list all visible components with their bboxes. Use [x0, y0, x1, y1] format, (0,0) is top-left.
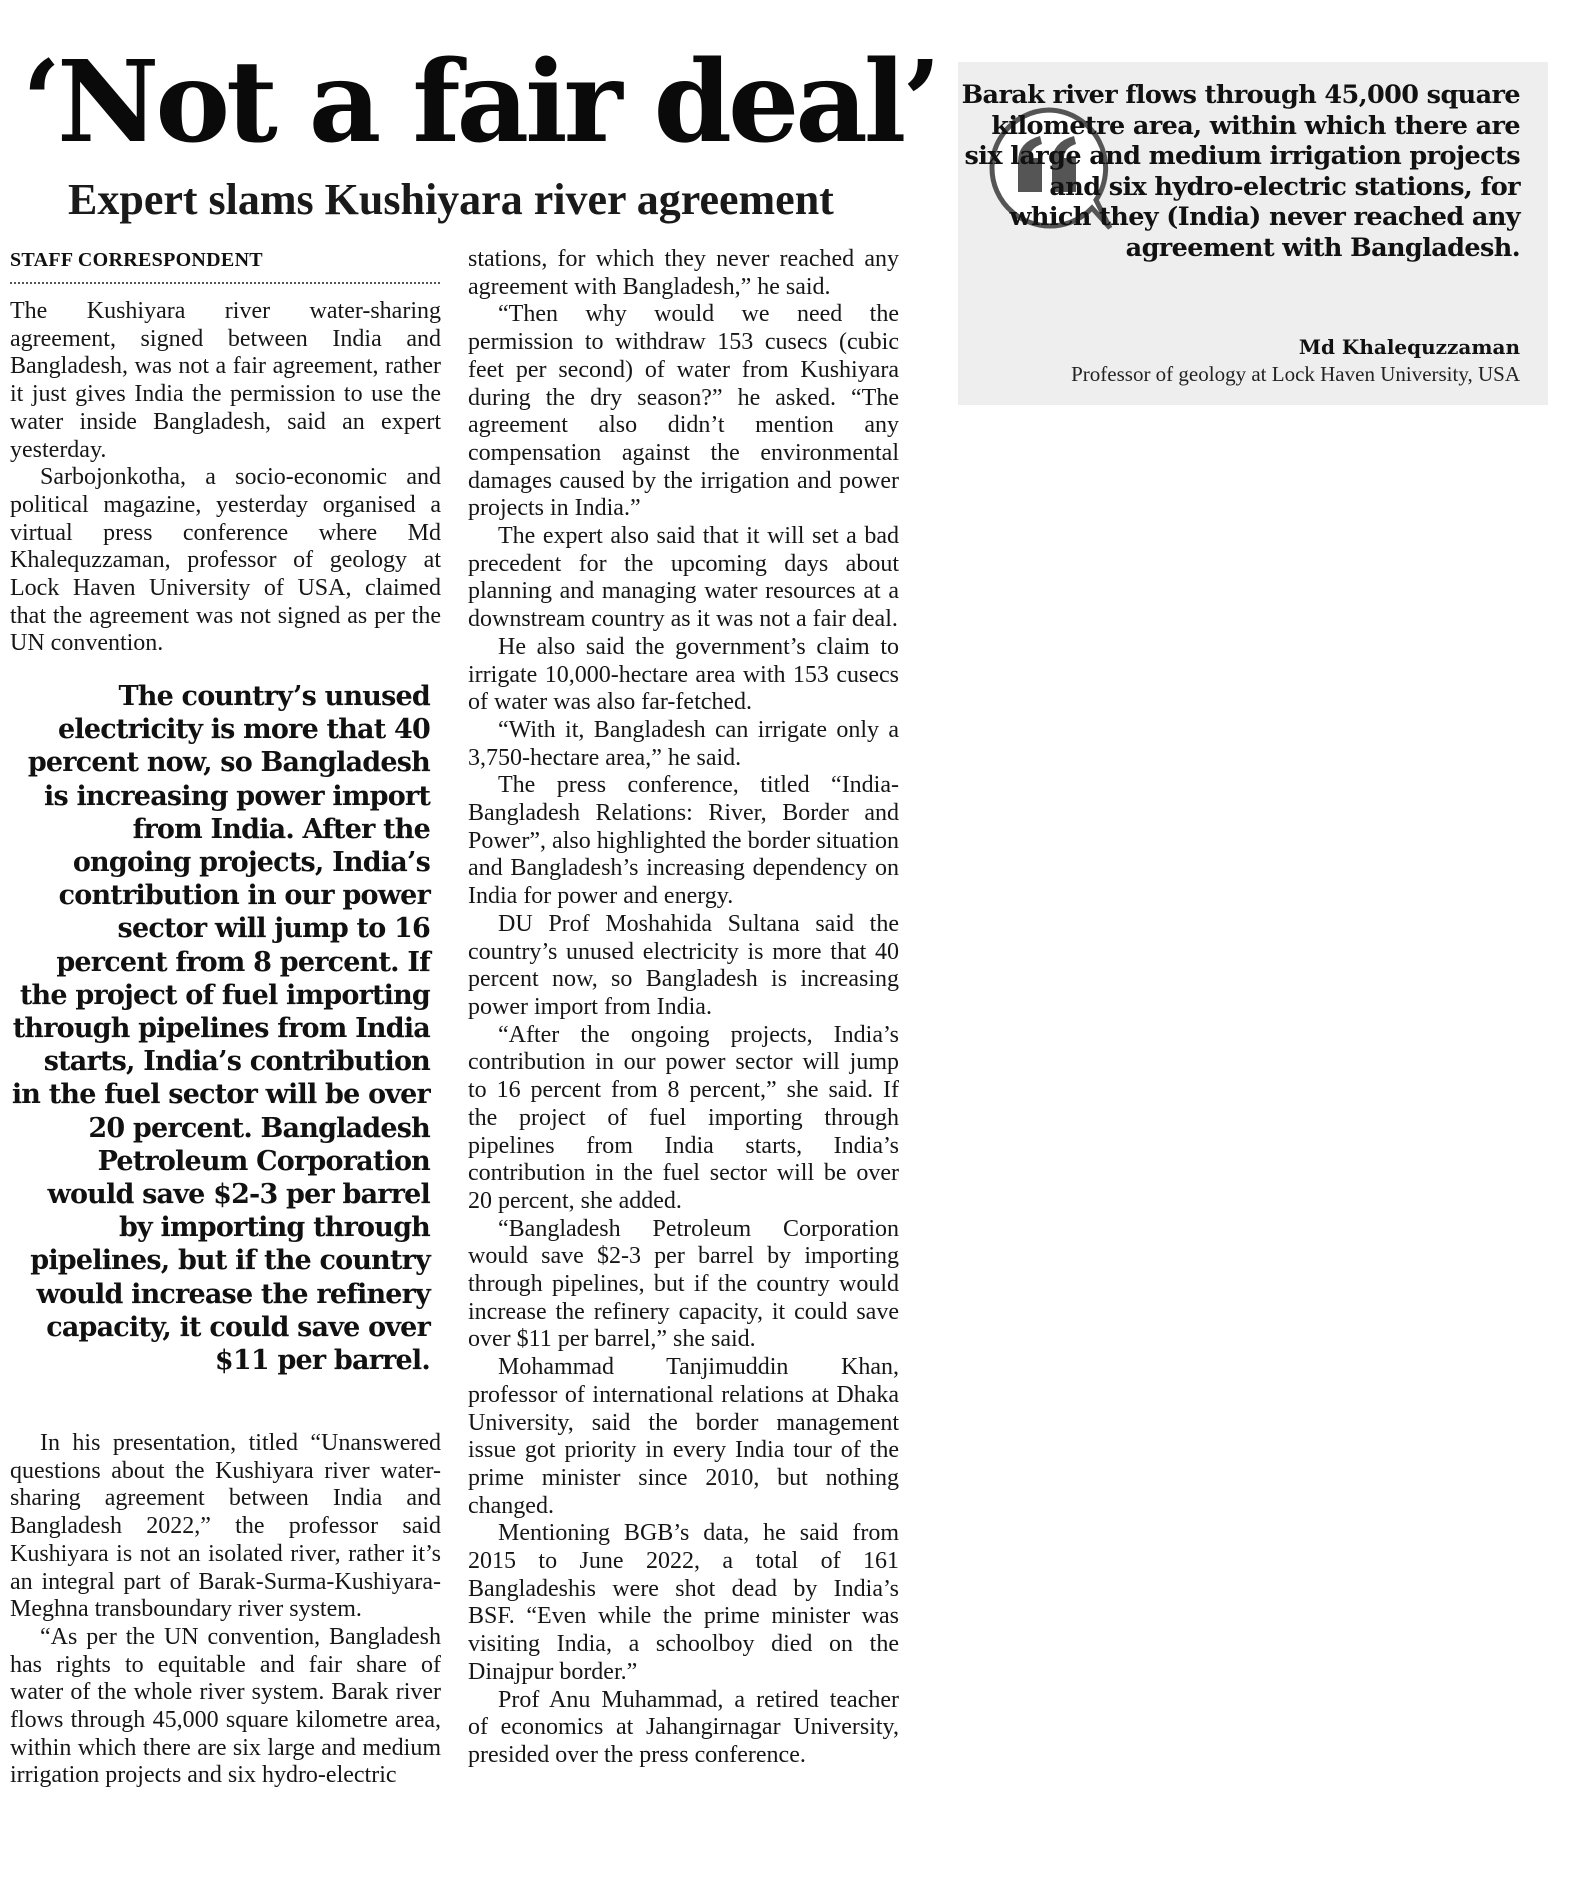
- paragraph: He also said the government’s claim to irrigate 10,000-hectare area with 153 cusecs of water was also far-fetched.: [468, 633, 899, 716]
- pull-quote: The country’s unused electricity is more that 40 percent now, so Bangladesh is increasing power import from India. After the ongoing projects, India’s contribution in our power sector will jump to 16 percent from 8 percent. If the project of fuel importing through pipelines from India starts, India’s contribution in the fuel sector will be over 20 percent. Bangladesh Petroleum Corporation would save $2-3 per barrel by importing through pipelines, but if the country would increase the refinery capacity, it could save over $11 per barrel.: [11, 681, 430, 1377]
- paragraph: Prof Anu Muhammad, a retired teacher of economics at Jahangirnagar University, presided over the press conference.: [468, 1686, 899, 1768]
- paragraph: The expert also said that it will set a bad precedent for the upcoming days about planning and managing water resources at a downstream country as it was not a fair deal.: [468, 523, 899, 633]
- byline: STAFF CORRESPONDENT: [10, 246, 440, 284]
- headline: ‘Not a fair deal’: [22, 37, 938, 168]
- paragraph: “Then why would we need the permission to withdraw 153 cusecs (cubic feet per second) of water from Kushiyara during the dry season?” he asked. “The agreement also didn’t mention any compensation against the environmental damages caused by the irrigation and power projects in India.”: [468, 301, 899, 522]
- paragraph: Mentioning BGB’s data, he said from 2015 to June 2022, a total of 161 Bangladeshis were shot dead by India’s BSF. “Even while the prime minister was visiting India, a schoolboy died on the Dinajpur border.”: [468, 1520, 899, 1685]
- paragraph: “After the ongoing projects, India’s contribution in our power sector will jump to 16 percent from 8 percent,” she said. If the project of fuel importing through pipelines from India starts, India’s contribution in the fuel sector will be over 20 percent, she added.: [468, 1021, 899, 1214]
- paragraph: Sarbojonkotha, a socio-economic and political magazine, yesterday organised a virtual press conference where Md Khalequzzaman, professor of geology at Lock Haven University of USA, claimed that the agreement was not signed as per the UN convention.: [10, 464, 441, 657]
- paragraph: “As per the UN convention, Bangladesh has rights to equitable and fair share of water of the whole river system. Barak river flows through 45,000 square kilometre area, within which there are six large and medium irrigation projects and six hydro-electric: [10, 1623, 441, 1789]
- paragraph: “Bangladesh Petroleum Corporation would save $2-3 per barrel by importing through pipelines, but if the country would increase the refinery capacity, it could save over $11 per barrel,” she said.: [468, 1215, 899, 1353]
- paragraph: “With it, Bangladesh can irrigate only a 3,750-hectare area,” he said.: [468, 716, 899, 771]
- quote-box: [958, 62, 1548, 405]
- article-column-2: [468, 246, 899, 1770]
- paragraph: DU Prof Moshahida Sultana said the country’s unused electricity is more that 40 percent now, so Bangladesh is increasing power import from India.: [468, 910, 899, 1020]
- quote-text: Barak river flows through 45,000 square kilometre area, within which there are six large and medium irrigation projects and six hydro-electric stations, for which they (India) never reached any agreement with Bangladesh.: [961, 80, 1520, 263]
- quote-attribution-role: Professor of geology at Lock Haven University, USA: [1071, 362, 1520, 386]
- paragraph: Mohammad Tanjimuddin Khan, professor of international relations at Dhaka University, said the border management issue got priority in every India tour of the prime minister since 2010, but nothing changed.: [468, 1354, 899, 1519]
- subheadline: Expert slams Kushiyara river agreement: [68, 175, 834, 224]
- paragraph: In his presentation, titled “Unanswered questions about the Kushiyara river water-sharing agreement between India and Bangladesh 2022,” the professor said Kushiyara is not an isolated river, rather it’s an integral part of Barak-Surma-Kushiyara-Meghna transboundary river system.: [10, 1430, 441, 1623]
- paragraph: The Kushiyara river water-sharing agreement, signed between India and Bangladesh, was not a fair agreement, rather it just gives India the permission to use the water inside Bangladesh, said an expert yesterday.: [10, 298, 441, 463]
- article-column-1-top: [10, 298, 441, 658]
- paragraph: The press conference, titled “India-Bangladesh Relations: River, Border and Power”, also highlighted the border situation and Bangladesh’s increasing dependency on India for power and energy.: [468, 772, 899, 910]
- article-column-1-bottom: [10, 1430, 441, 1790]
- paragraph: stations, for which they never reached any agreement with Bangladesh,” he said.: [468, 246, 899, 300]
- quote-attribution-name: Md Khalequzzaman: [1298, 335, 1520, 359]
